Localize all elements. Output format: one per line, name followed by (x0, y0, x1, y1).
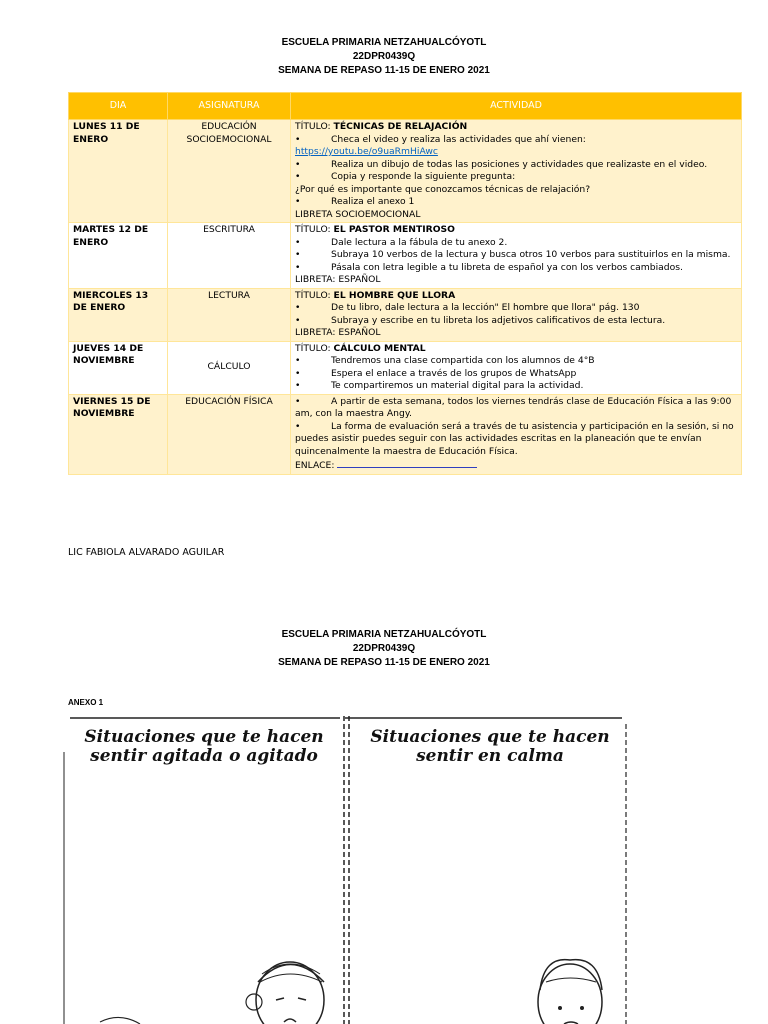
week-title: SEMANA DE REPASO 11-15 DE ENERO 2021 (278, 65, 490, 76)
activity-bullet: • Tendremos una clase compartida con los alumnos de 4°B (295, 355, 737, 368)
activity-cell (291, 223, 742, 289)
schedule-table (68, 92, 742, 475)
subject-cell: EDUCACIÓN FÍSICA (168, 394, 291, 474)
libreta-text: LIBRETA: ESPAÑOL (295, 274, 381, 285)
libreta-text: LIBRETA SOCIOEMOCIONAL (295, 208, 421, 220)
school-code: 22DPR0439Q (352, 51, 416, 62)
activity-bullet: • Te compartiremos un material digital para la actividad. (295, 380, 737, 393)
title-prefix: TÍTULO: (295, 289, 334, 301)
school-name: ESCUELA PRIMARIA NETZAHUALCÓYOTL (281, 37, 487, 48)
activity-title (295, 290, 737, 303)
activity-bullet: • Pásala con letra legible a tu libreta de español ya con los verbos cambiados. (295, 262, 737, 275)
school-code-page2: 22DPR0439Q (352, 643, 416, 654)
table-row (69, 120, 742, 223)
enlace-label: ENLACE: (295, 460, 335, 471)
activity-bullet: • Subraya 10 verbos de la lectura y busca otros 10 verbos para sustituirlos en la misma. (295, 249, 737, 262)
activity-cell (291, 120, 742, 223)
table-row (69, 394, 742, 474)
activity-cell (291, 341, 742, 394)
title-prefix: TÍTULO: (295, 224, 334, 235)
day-cell: JUEVES 14 DE NOVIEMBRE (69, 341, 168, 394)
activity-bullet: • Espera el enlace a través de los grupos de WhatsApp (295, 368, 737, 381)
activity-title (295, 224, 737, 237)
activity-bullet: • De tu libro, dale lectura a la lección" El hombre que llora" pág. 130 (295, 302, 737, 315)
title-text: EL PASTOR MENTIROSO (333, 224, 455, 235)
title-text: EL HOMBRE QUE LLORA (333, 289, 456, 301)
table-header-row (69, 93, 742, 120)
activity-title (295, 343, 737, 356)
title-prefix: TÍTULO: (295, 121, 334, 132)
table-row (69, 288, 742, 341)
activity-bullet: • Checa el video y realiza las actividades que ahí vienen: (295, 134, 737, 147)
activity-bullet: • Dale lectura a la fábula de tu anexo 2. (295, 237, 737, 250)
column-header-dia: DIA (69, 93, 168, 120)
activity-bullet: • Realiza el anexo 1 (295, 196, 737, 209)
video-link[interactable]: https://youtu.be/o9uaRmHiAwc (295, 146, 438, 157)
teacher-name: LIC FABIOLA ALVARADO AGUILAR (68, 547, 225, 558)
subject-cell: LECTURA (168, 288, 291, 341)
day-cell: MIERCOLES 13 DE ENERO (69, 288, 168, 341)
subject-cell: ESCRITURA (168, 223, 291, 289)
libreta-text: LIBRETA: ESPAÑOL (295, 327, 381, 338)
agitated-situations-title: Situaciones que te hacen sentir agitada o agitado (84, 727, 324, 766)
day-cell: VIERNES 15 DE NOVIEMBRE (69, 394, 168, 474)
school-name-page2: ESCUELA PRIMARIA NETZAHUALCÓYOTL (281, 629, 487, 640)
anexo-label: ANEXO 1 (68, 698, 104, 707)
agitated-child-drawing (246, 962, 324, 1024)
activity-title (295, 121, 737, 134)
column-header-actividad: ACTIVIDAD (291, 93, 742, 120)
title-text: CÁLCULO MENTAL (333, 342, 426, 354)
day-cell: LUNES 11 DE ENERO (69, 120, 168, 223)
activity-bullet: • Realiza un dibujo de todas las posiciones y actividades que realizaste en el video. (295, 159, 737, 172)
activity-cell (291, 394, 742, 474)
calm-situations-title: Situaciones que te hacen sentir en calma (370, 727, 610, 766)
subject-cell: EDUCACIÓN SOCIOEMOCIONAL (168, 120, 291, 223)
title-text: TÉCNICAS DE RELAJACIÓN (333, 121, 468, 132)
enlace-row (295, 458, 737, 473)
activity-cell (291, 288, 742, 341)
activity-bullet: • La forma de evaluación será a través de tu asistencia y participación en la sesión, si no puedes asistir puedes seguir con las actividades escritas en la planeación que te envían quincenalmente la maestra de Educación Física. (295, 421, 737, 459)
day-cell: MARTES 12 DE ENERO (69, 223, 168, 289)
table-row (69, 223, 742, 289)
title-prefix: TÍTULO: (295, 342, 334, 354)
activity-bullet: • Subraya y escribe en tu libreta los adjetivos calificativos de esta lectura. (295, 315, 737, 328)
column-header-asignatura: ASIGNATURA (168, 93, 291, 120)
question-text: ¿Por qué es importante que conozcamos técnicas de relajación? (295, 183, 591, 195)
activity-bullet: • A partir de esta semana, todos los viernes tendrás clase de Educación Física a las 9:00 am, con la maestra Angy. (295, 396, 737, 421)
activity-bullet: • Copia y responde la siguiente pregunta: (295, 171, 737, 184)
week-title-page2: SEMANA DE REPASO 11-15 DE ENERO 2021 (278, 657, 490, 668)
subject-cell: CÁLCULO (168, 341, 291, 394)
enlace-link-placeholder[interactable] (337, 458, 477, 468)
calm-child-drawing (538, 960, 602, 1024)
table-row (69, 341, 742, 394)
